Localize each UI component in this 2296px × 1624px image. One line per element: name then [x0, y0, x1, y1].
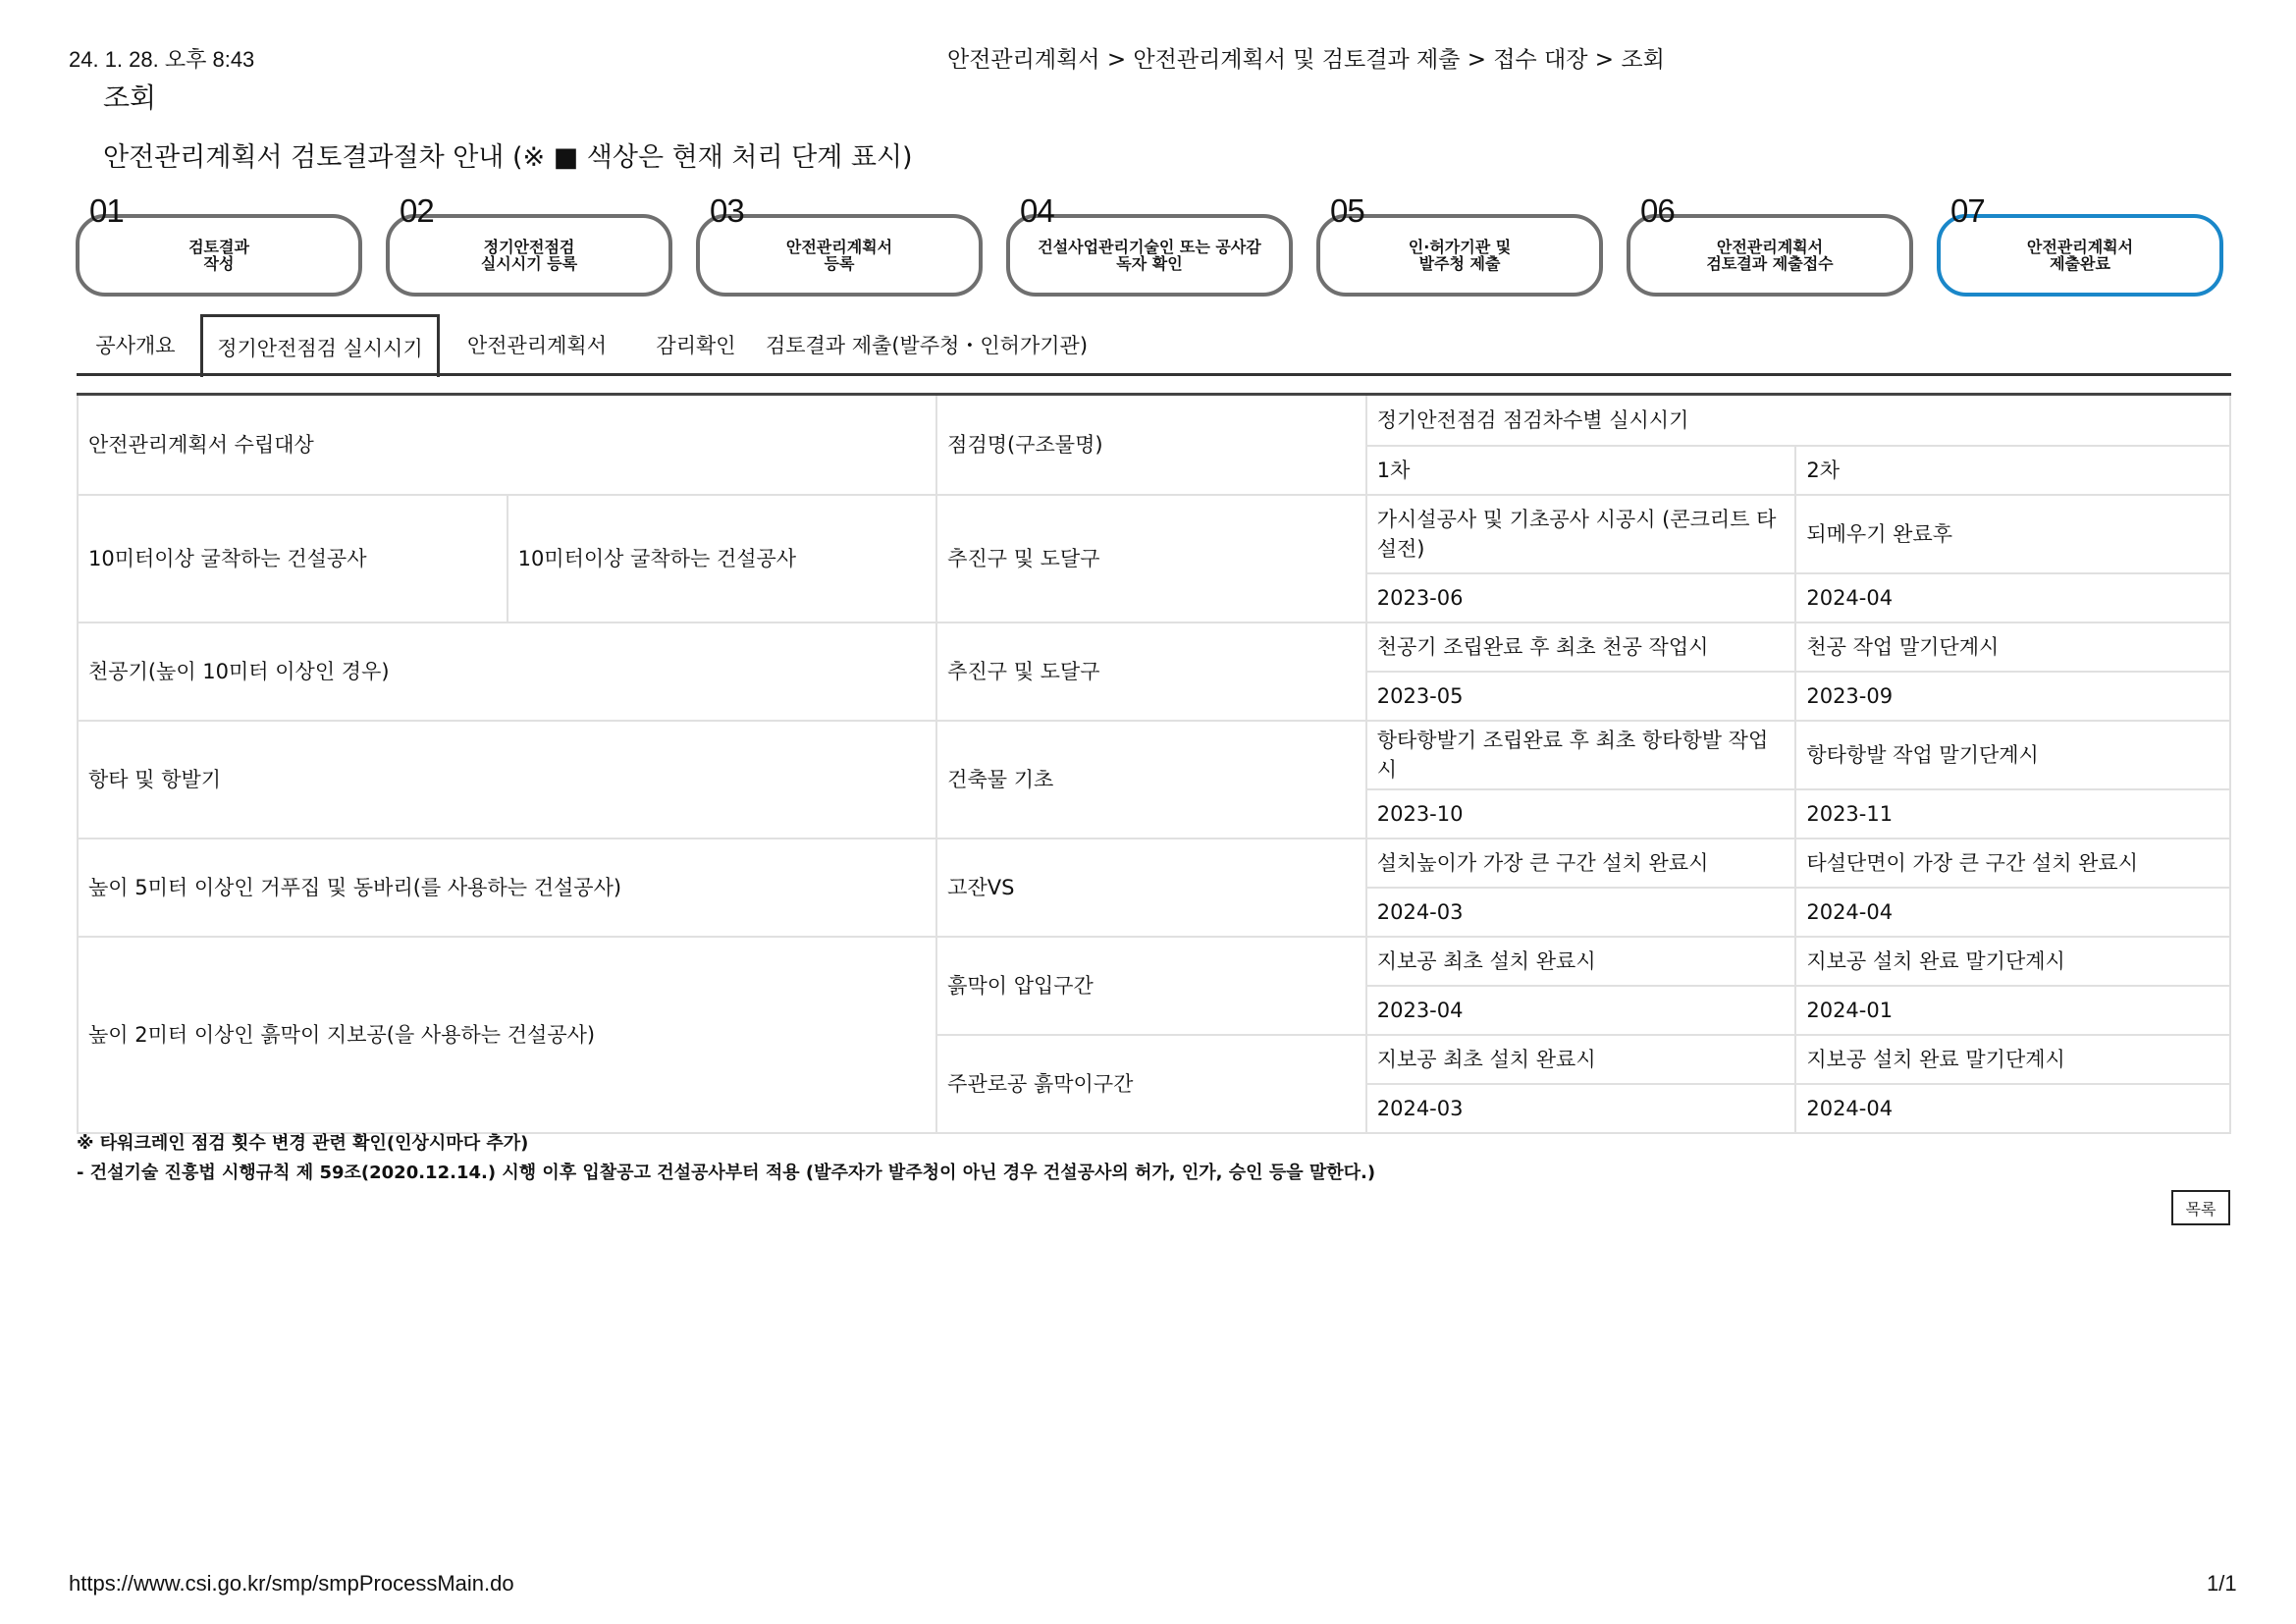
row-first-date: 2023-05: [1366, 672, 1796, 721]
step-03: [696, 192, 981, 297]
row-inspection-name: 주관로공 흙막이구간: [936, 1035, 1366, 1133]
table-header-row: [78, 395, 2230, 446]
step-label: 안전관리계획서 제출완료: [2026, 238, 2134, 273]
row-second-date: 2023-09: [1795, 672, 2230, 721]
row-first-desc: 천공기 조립완료 후 최초 천공 작업시: [1366, 623, 1796, 672]
row-second-desc: 타설단면이 가장 큰 구간 설치 완료시: [1795, 839, 2230, 888]
row-second-date: 2024-04: [1795, 1084, 2230, 1133]
list-button[interactable]: 목록: [2171, 1190, 2230, 1225]
step-07-current: [1937, 192, 2221, 297]
step-number: 02: [400, 192, 434, 229]
process-steps: [76, 192, 2230, 297]
step-number: 06: [1640, 192, 1675, 229]
print-footer-page: 1/1: [2207, 1571, 2237, 1596]
row-first-date: 2023-06: [1366, 573, 1796, 623]
row-inspection-name: 흙막이 압입구간: [936, 937, 1366, 1035]
note-regulation: - 건설기술 진흥법 시행규칙 제 59조(2020.12.14.) 시행 이후 입찰공고 건설공사부터 적용 (발주자가 발주청이 아닌 경우 건설공사의 허가, 인가, 승인 등을 말한다.): [77, 1163, 1376, 1183]
step-02: [386, 192, 670, 297]
row-first-date: 2023-10: [1366, 789, 1796, 839]
step-label: 건설사업관리기술인 또는 공사감 독자 확인: [1038, 238, 1261, 273]
row-second-date: 2023-11: [1795, 789, 2230, 839]
step-number: 03: [710, 192, 744, 229]
tab-review-submission[interactable]: 검토결과 제출(발주청・인허가기관): [765, 334, 1089, 357]
inspection-schedule-table: [77, 393, 2231, 1134]
step-label: 검토결과 작성: [188, 238, 249, 273]
tab-safety-plan[interactable]: 안전관리계획서: [466, 334, 607, 357]
tab-supervision-check[interactable]: 감리확인: [656, 334, 736, 357]
table-row: [78, 623, 2230, 672]
row-second-date: 2024-01: [1795, 986, 2230, 1035]
row-inspection-name: 추진구 및 도달구: [936, 623, 1366, 721]
step-label: 정기안전점검 실시시기 등록: [480, 238, 578, 273]
row-inspection-name: 건축물 기초: [936, 721, 1366, 839]
breadcrumb: 안전관리계획서 > 안전관리계획서 및 검토결과 제출 > 접수 대장 > 조회: [947, 47, 1665, 73]
step-01: [76, 192, 360, 297]
row-first-desc: 지보공 최초 설치 완료시: [1366, 1035, 1796, 1084]
header-second: 2차: [1795, 446, 2230, 495]
row-second-desc: 되메우기 완료후: [1795, 495, 2230, 573]
tab-inspection-schedule[interactable]: 정기안전점검 실시시기: [200, 314, 440, 377]
step-number: 04: [1020, 192, 1054, 229]
step-label: 안전관리계획서 등록: [785, 238, 893, 273]
page-title: 조회: [103, 81, 157, 114]
row-second-desc: 항타항발 작업 말기단계시: [1795, 721, 2230, 789]
row-inspection-name: 추진구 및 도달구: [936, 495, 1366, 623]
tab-bar: [79, 314, 2231, 375]
row-inspection-name: 고잔VS: [936, 839, 1366, 937]
row-target-detail: 10미터이상 굴착하는 건설공사: [507, 495, 937, 623]
print-datetime: 24. 1. 28. 오후 8:43: [69, 47, 255, 72]
table-row: [78, 937, 2230, 986]
process-guide-title: 안전관리계획서 검토결과절차 안내 (※ ■ 색상은 현재 처리 단계 표시): [103, 142, 913, 173]
header-target: 안전관리계획서 수립대상: [78, 395, 936, 495]
row-first-date: 2024-03: [1366, 888, 1796, 937]
row-second-desc: 천공 작업 말기단계시: [1795, 623, 2230, 672]
note-tower-crane: ※ 타워크레인 점검 횟수 변경 관련 확인(인상시마다 추가): [77, 1133, 529, 1154]
step-04: [1006, 192, 1291, 297]
row-target: 항타 및 항발기: [78, 721, 936, 839]
row-second-date: 2024-04: [1795, 888, 2230, 937]
step-label: 안전관리계획서 검토결과 제출접수: [1706, 238, 1834, 273]
header-first: 1차: [1366, 446, 1796, 495]
step-number: 07: [1950, 192, 1985, 229]
row-first-desc: 설치높이가 가장 큰 구간 설치 완료시: [1366, 839, 1796, 888]
table-row: [78, 495, 2230, 573]
row-second-desc: 지보공 설치 완료 말기단계시: [1795, 1035, 2230, 1084]
row-target: 10미터이상 굴착하는 건설공사: [78, 495, 507, 623]
tab-overview[interactable]: 공사개요: [95, 334, 176, 357]
row-first-desc: 지보공 최초 설치 완료시: [1366, 937, 1796, 986]
table-row: [78, 839, 2230, 888]
row-second-date: 2024-04: [1795, 573, 2230, 623]
step-number: 01: [89, 192, 124, 229]
step-05: [1316, 192, 1601, 297]
step-label: 인·허가기관 및 발주청 제출: [1408, 238, 1512, 273]
table-row: [78, 721, 2230, 789]
row-first-desc: 가시설공사 및 기초공사 시공시 (콘크리트 타설전): [1366, 495, 1796, 573]
tab-underline: [77, 373, 2231, 376]
row-first-date: 2024-03: [1366, 1084, 1796, 1133]
row-second-desc: 지보공 설치 완료 말기단계시: [1795, 937, 2230, 986]
row-first-date: 2023-04: [1366, 986, 1796, 1035]
print-footer-url: https://www.csi.go.kr/smp/smpProcessMain.do: [69, 1571, 514, 1596]
row-target: 천공기(높이 10미터 이상인 경우): [78, 623, 936, 721]
row-first-desc: 항타항발기 조립완료 후 최초 항타항발 작업시: [1366, 721, 1796, 789]
row-target: 높이 2미터 이상인 흙막이 지보공(을 사용하는 건설공사): [78, 937, 936, 1133]
step-06: [1627, 192, 1911, 297]
row-target: 높이 5미터 이상인 거푸집 및 동바리(를 사용하는 건설공사): [78, 839, 936, 937]
step-number: 05: [1330, 192, 1364, 229]
header-inspection-name: 점검명(구조물명): [936, 395, 1366, 495]
header-period: 정기안전점검 점검차수별 실시시기: [1366, 395, 2230, 446]
